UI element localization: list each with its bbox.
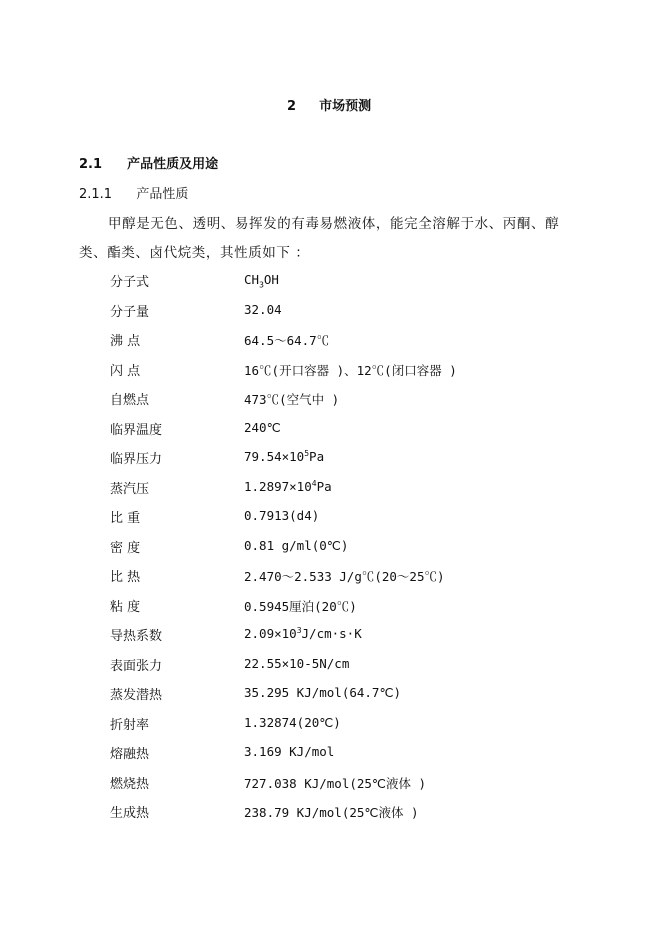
property-label: 表面张力 — [110, 659, 163, 674]
property-value: $79.54\times 10^5Pa$ — [244, 449, 325, 465]
property-value: 32.04 — [244, 302, 282, 317]
property-value: 473℃(空气中 ) — [244, 392, 340, 407]
property-label: 比 热 — [110, 570, 141, 585]
property-label: 沸 点 — [110, 334, 141, 349]
property-label: 蒸汽压 — [110, 482, 150, 497]
property-value: 3.169 KJ/mol — [244, 744, 335, 759]
property-label: 闪 点 — [110, 364, 141, 379]
property-label: 比 重 — [110, 511, 141, 526]
intro-line-1: 甲醇是无色、透明、易挥发的有毒易燃液体，能完全溶解于水、丙酮、醇 — [108, 216, 560, 232]
subsection-number: 2.1.1 — [79, 187, 113, 202]
property-label: 粘 度 — [110, 600, 141, 615]
property-value: $2.09\times 10^3J/cm\cdot s\cdot K$ — [244, 626, 362, 642]
property-value: 727.038 KJ/mol(25℃液体 ) — [244, 776, 427, 791]
section-title: 产品性质及用途 — [127, 157, 219, 172]
property-label: 蒸发潜热 — [110, 688, 163, 703]
property-label: 燃烧热 — [110, 777, 150, 792]
property-value: 238.79 KJ/mol(25℃液体 ) — [244, 805, 419, 820]
property-label: 生成热 — [110, 806, 150, 821]
property-value: 240℃ — [244, 420, 281, 435]
subsection-title: 产品性质 — [136, 187, 189, 202]
property-label: 临界温度 — [110, 423, 163, 438]
property-label: 分子式 — [110, 275, 150, 290]
property-value: 1.32874(20℃) — [244, 715, 341, 730]
property-label: 临界压力 — [110, 452, 163, 467]
property-value: 0.7913(d4) — [244, 508, 320, 523]
property-value: 2.470～2.533 J/g℃(20～25℃) — [244, 569, 445, 584]
intro-line-2: 类、酯类、卤代烷类，其性质如下 ： — [79, 245, 310, 261]
property-value: 35.295 KJ/mol(64.7℃) — [244, 685, 402, 700]
property-value: 64.5～64.7℃ — [244, 333, 330, 348]
property-label: 熔融热 — [110, 747, 150, 762]
property-label: 自燃点 — [110, 393, 150, 408]
property-value: 0.81 g/ml(0℃) — [244, 538, 349, 553]
property-label: 密 度 — [110, 541, 141, 556]
property-value: 22.55×10-5N/cm — [244, 656, 350, 671]
section-heading — [79, 153, 218, 172]
property-label: 导热系数 — [110, 629, 163, 644]
property-label: 折射率 — [110, 718, 150, 733]
property-value: $1.2897\times 10^4Pa$ — [244, 479, 332, 495]
chapter-number: 2 — [287, 99, 297, 114]
property-value: $CH_3OH$ — [244, 272, 279, 290]
section-number: 2.1 — [79, 157, 103, 172]
chapter-title: 市场预测 — [319, 99, 372, 114]
subsection-heading — [79, 183, 188, 202]
property-value: 0.5945厘泊(20℃) — [244, 599, 357, 614]
property-label: 分子量 — [110, 305, 150, 320]
property-value: 16℃(开口容器 )、12℃(闭口容器 ) — [244, 363, 457, 378]
chapter-heading — [287, 95, 371, 114]
